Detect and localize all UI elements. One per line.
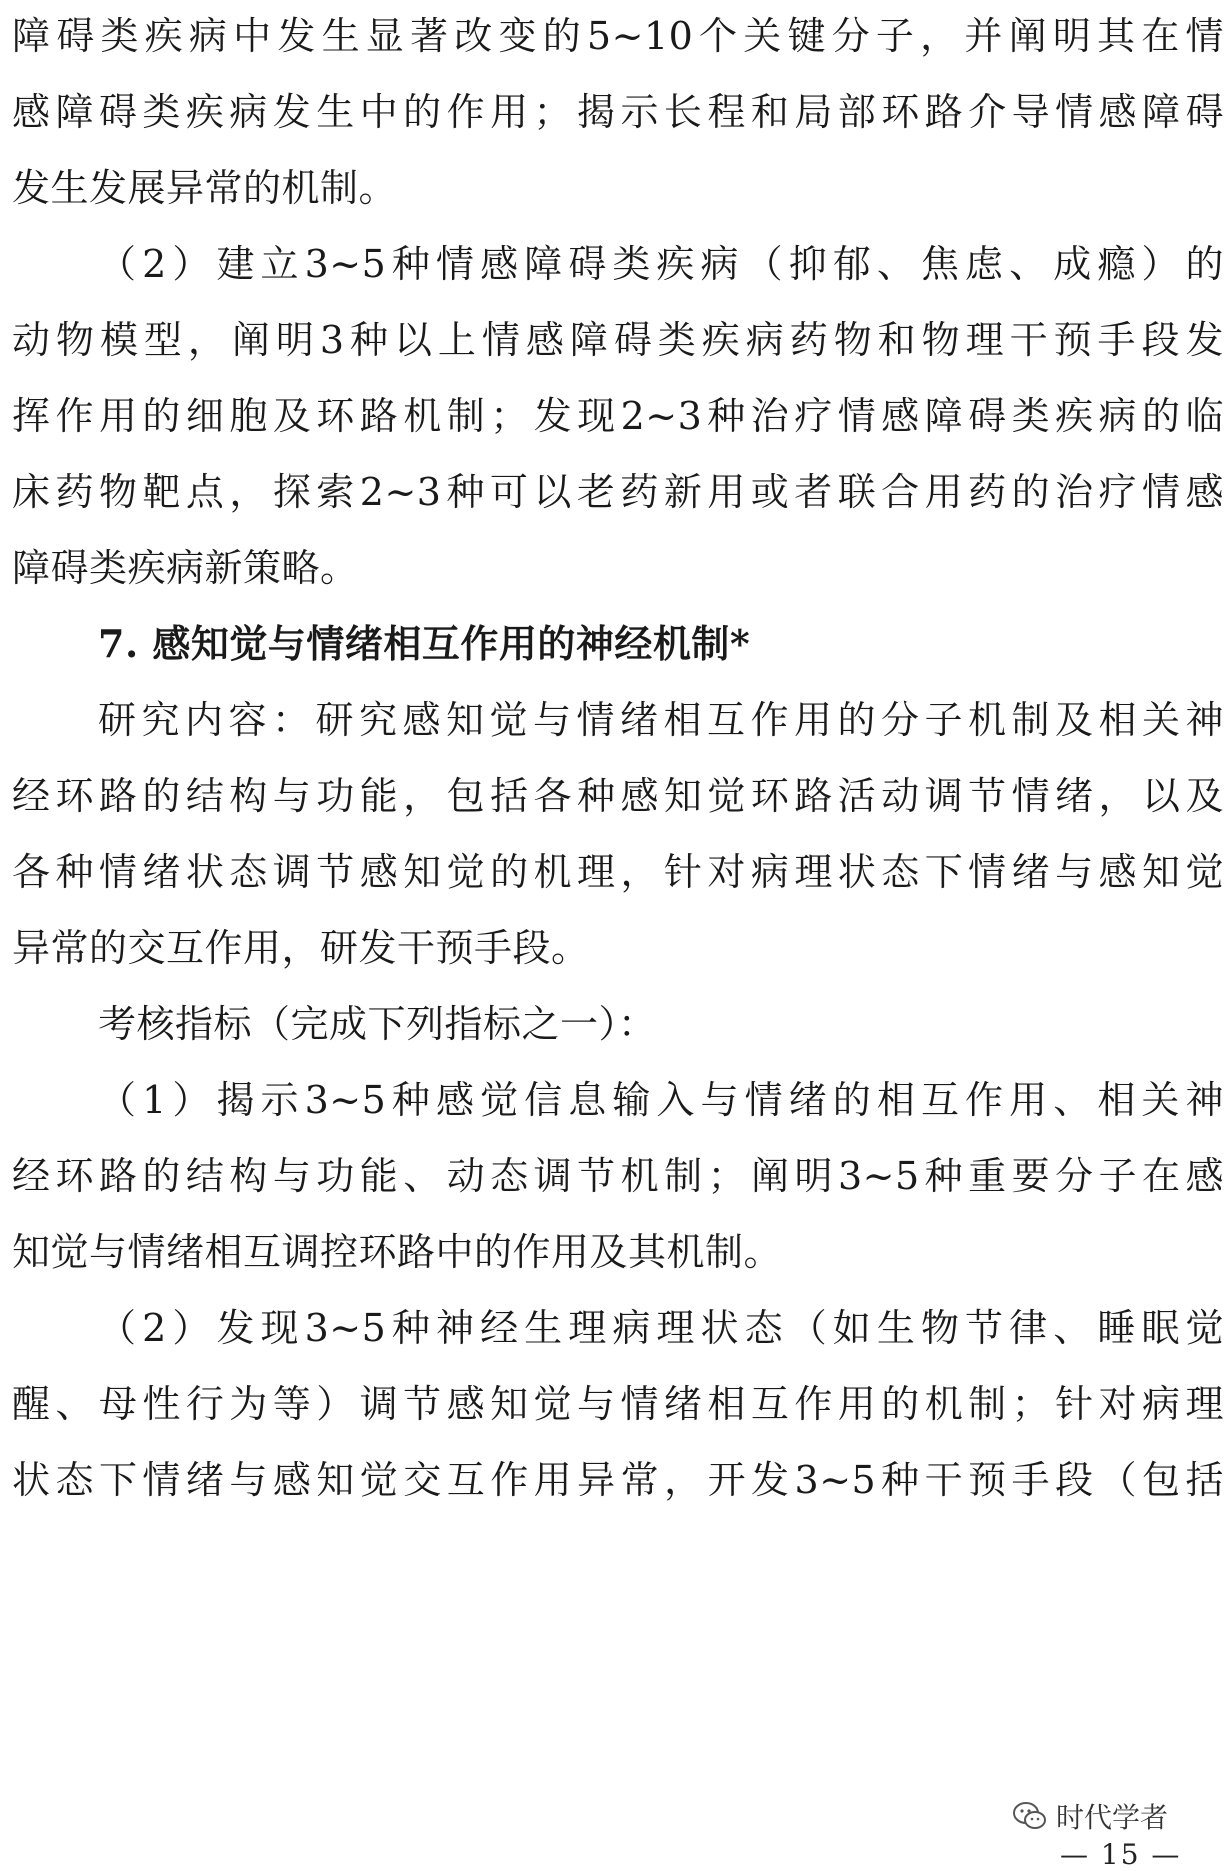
text-line: 床药物靶点，探索2~3种可以老药新用或者联合用药的治疗情感 xyxy=(12,470,1224,514)
text-line: 发生发展异常的机制。 xyxy=(12,166,398,210)
text-line: 动物模型，阐明3种以上情感障碍类疾病药物和物理干预手段发 xyxy=(12,318,1224,362)
page-number: — 15 — xyxy=(1060,1838,1182,1871)
text-line: （2）发现3~5种神经生理病理状态（如生物节律、睡眠觉 xyxy=(98,1306,1224,1350)
text-line: 经环路的结构与功能、动态调节机制；阐明3~5种重要分子在感 xyxy=(12,1154,1224,1198)
text-line: 知觉与情绪相互调控环路中的作用及其机制。 xyxy=(12,1230,783,1274)
text-line: 研究内容：研究感知觉与情绪相互作用的分子机制及相关神 xyxy=(98,698,1224,742)
text-line: 醒、母性行为等）调节感知觉与情绪相互作用的机制；针对病理 xyxy=(12,1382,1224,1426)
text-line: 状态下情绪与感知觉交互作用异常，开发3~5种干预手段（包括 xyxy=(12,1458,1224,1502)
text-line: 感障碍类疾病发生中的作用；揭示长程和局部环路介导情感障碍 xyxy=(12,90,1224,134)
text-line: （1）揭示3~5种感觉信息输入与情绪的相互作用、相关神 xyxy=(98,1078,1224,1122)
text-line: 挥作用的细胞及环路机制；发现2~3种治疗情感障碍类疾病的临 xyxy=(12,394,1224,438)
text-line: 障碍类疾病新策略。 xyxy=(12,546,359,590)
section-heading: 7. 感知觉与情绪相互作用的神经机制* xyxy=(98,621,751,666)
text-line: 异常的交互作用，研发干预手段。 xyxy=(12,926,590,970)
watermark-logo xyxy=(1012,1796,1168,1836)
wechat-icon xyxy=(1012,1801,1048,1831)
watermark-text: 时代学者 xyxy=(1056,1801,1169,1834)
text-line: 经环路的结构与功能，包括各种感知觉环路活动调节情绪，以及 xyxy=(12,774,1224,818)
text-line: 考核指标（完成下列指标之一）： xyxy=(98,1002,657,1046)
text-line: 各种情绪状态调节感知觉的机理，针对病理状态下情绪与感知觉 xyxy=(12,850,1224,894)
text-line: （2）建立3~5种情感障碍类疾病（抑郁、焦虑、成瘾）的 xyxy=(98,242,1224,286)
text-line: 障碍类疾病中发生显著改变的5~10个关键分子，并阐明其在情 xyxy=(12,14,1224,58)
